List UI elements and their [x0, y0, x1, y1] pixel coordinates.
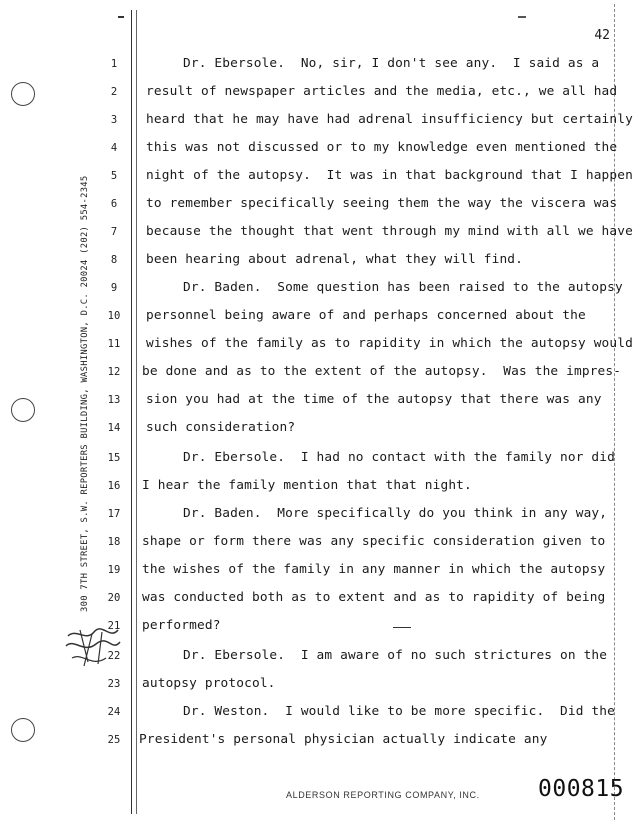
line-number: 14 [107, 422, 121, 434]
transcript-line: Dr. Baden. More specifically do you think in any way, [183, 506, 608, 521]
line-number: 19 [107, 564, 121, 576]
transcript-line: such consideration? [146, 420, 296, 435]
line-number: 12 [107, 366, 121, 378]
transcript-line: I hear the family mention that that night. [142, 478, 472, 493]
line-number: 22 [107, 650, 121, 662]
transcript-line: result of newspaper articles and the media, etc., we all had [146, 84, 618, 99]
transcript-line: to remember specifically seeing them the way the viscera was [146, 196, 618, 211]
line-number: 7 [110, 226, 118, 238]
line-number: 5 [110, 170, 118, 182]
line-number: 25 [107, 734, 121, 746]
line-number: 1 [110, 58, 118, 70]
line-number: 18 [107, 536, 121, 548]
transcript-line: personnel being aware of and perhaps concerned about the [146, 308, 586, 323]
scan-mark [518, 16, 526, 18]
transcript-line: was conducted both as to extent and as to rapidity of being [142, 590, 606, 605]
line-number: 9 [110, 282, 118, 294]
scan-mark [118, 16, 124, 18]
line-number: 15 [107, 452, 121, 464]
line-number: 11 [107, 338, 121, 350]
transcript-line: shape or form there was any specific consideration given to [142, 534, 606, 549]
bates-number: 000815 [538, 776, 625, 802]
transcript-line: the wishes of the family in any manner in which the autopsy [142, 562, 606, 577]
transcript-line: this was not discussed or to my knowledge even mentioned the [146, 140, 618, 155]
reporter-address: 300 7TH STREET, S.W. REPORTERS BUILDING, WASHINGTON, D.C. 20024 (202) 554-2345 [80, 175, 90, 612]
transcript-line: President's personal physician actually indicate any [139, 732, 548, 747]
line-number: 21 [107, 620, 121, 632]
footer-company: ALDERSON REPORTING COMPANY, INC. [286, 790, 480, 800]
transcript-line: sion you had at the time of the autopsy that there was any [146, 392, 602, 407]
transcript-line: Dr. Weston. I would like to be more specific. Did the [183, 704, 615, 719]
line-number: 20 [107, 592, 121, 604]
margin-rule [131, 10, 132, 814]
transcript-line: Dr. Ebersole. I am aware of no such strictures on the [183, 648, 608, 663]
transcript-line: been hearing about adrenal, what they will find. [146, 252, 524, 267]
transcript-line: Dr. Ebersole. No, sir, I don't see any. I said as a [183, 56, 600, 71]
pen-mark [393, 627, 411, 628]
transcript-line: Dr. Ebersole. I had no contact with the family nor did [183, 450, 615, 465]
transcript-line: autopsy protocol. [142, 676, 276, 691]
line-number: 24 [107, 706, 121, 718]
transcript-line: performed? [142, 618, 221, 633]
binder-hole [11, 82, 35, 106]
transcript-line: heard that he may have had adrenal insufficiency but certainly [146, 112, 633, 127]
transcript-line: Dr. Baden. Some question has been raised to the autopsy [183, 280, 623, 295]
line-number: 3 [110, 114, 118, 126]
transcript-line: because the thought that went through my mind with all we have [146, 224, 633, 239]
line-number: 8 [110, 254, 118, 266]
binder-hole [11, 718, 35, 742]
margin-rule [136, 10, 137, 814]
transcript-line: wishes of the family as to rapidity in which the autopsy would [146, 336, 633, 351]
page-number: 42 [594, 28, 610, 43]
line-number: 17 [107, 508, 121, 520]
line-number: 23 [107, 678, 121, 690]
line-number: 6 [110, 198, 118, 210]
line-number: 16 [107, 480, 121, 492]
line-number: 2 [110, 86, 118, 98]
transcript-line: be done and as to the extent of the autopsy. Was the impres- [142, 364, 622, 379]
transcript-line: night of the autopsy. It was in that background that I happen [146, 168, 633, 183]
binder-hole [11, 398, 35, 422]
line-number: 10 [107, 310, 121, 322]
line-number: 4 [110, 142, 118, 154]
line-number: 13 [107, 394, 121, 406]
